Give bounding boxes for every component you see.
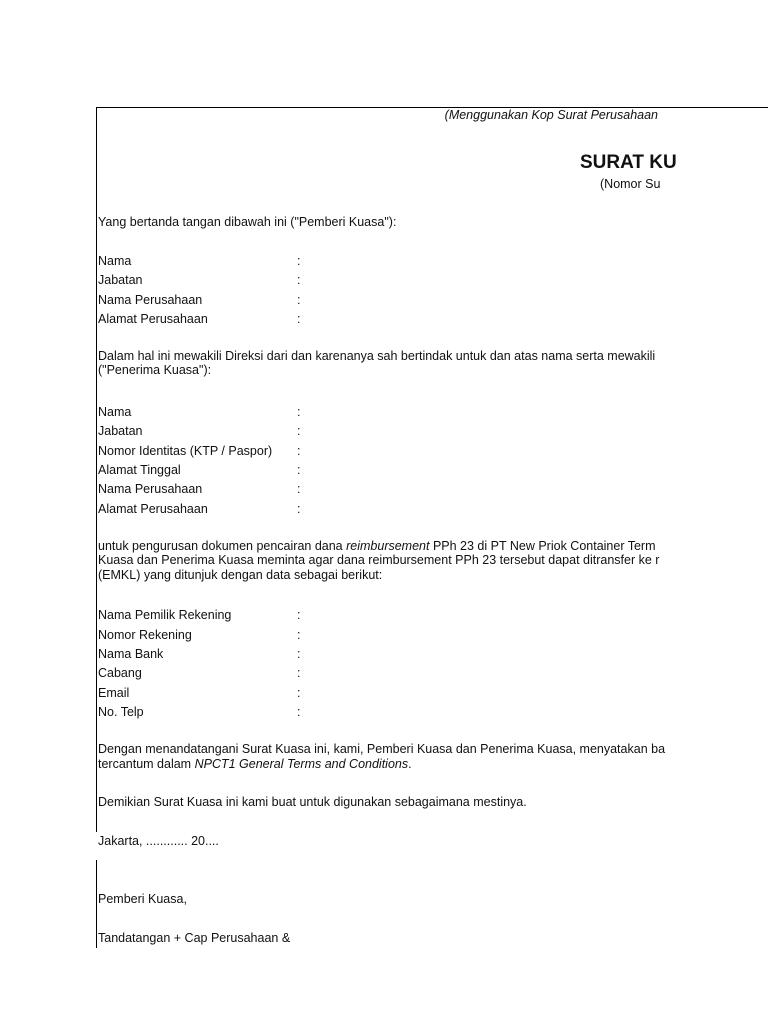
pemberi-field-label: Nama Perusahaan (98, 293, 203, 307)
field-colon: : (297, 686, 301, 700)
field-colon: : (297, 502, 301, 516)
field-colon: : (297, 647, 301, 661)
rekening-field-label: No. Telp (98, 705, 144, 719)
penutup-text: Demikian Surat Kuasa ini kami buat untuk digunakan sebagaimana mestinya. (98, 795, 527, 809)
penerima-field-label: Alamat Tinggal (98, 463, 181, 477)
document-number: (Nomor Su (600, 177, 661, 191)
kop-surat-note: (Menggunakan Kop Surat Perusahaan (444, 108, 658, 122)
frame-left-border (96, 107, 97, 832)
field-colon: : (297, 705, 301, 719)
field-colon: : (297, 628, 301, 642)
rekening-field-label: Cabang (98, 666, 142, 680)
rekening-field-label: Nomor Rekening (98, 628, 192, 642)
penerima-field-label: Nomor Identitas (KTP / Paspor) (98, 444, 273, 458)
pernyataan-line-2: tercantum dalam NPCT1 General Terms and Conditions. (98, 757, 412, 771)
field-colon: : (297, 254, 301, 268)
pengurusan-line-2: Kuasa dan Penerima Kuasa meminta agar dana reimbursement PPh 23 tersebut dapat ditransfer ke r (98, 553, 660, 567)
rekening-field-label: Nama Bank (98, 647, 164, 661)
pemberi-field-label: Jabatan (98, 273, 143, 287)
frame-top-border (96, 107, 768, 108)
intro-text: Yang bertanda tangan dibawah ini ("Pemberi Kuasa"): (98, 215, 397, 229)
pemberi-field-label: Alamat Perusahaan (98, 312, 208, 326)
place-date: Jakarta, ............ 20.... (98, 834, 219, 848)
field-colon: : (297, 463, 301, 477)
signature-stamp-label: Tandatangan + Cap Perusahaan & (98, 931, 291, 945)
document-title: SURAT KU (580, 152, 677, 173)
rekening-field-label: Nama Pemilik Rekening (98, 608, 232, 622)
penerima-field-label: Nama Perusahaan (98, 482, 203, 496)
penerima-field-label: Jabatan (98, 424, 143, 438)
field-colon: : (297, 482, 301, 496)
field-colon: : (297, 273, 301, 287)
pengurusan-line-3: (EMKL) yang ditunjuk dengan data sebagai berikut: (98, 568, 383, 582)
pemberi-field-label: Nama (98, 254, 132, 268)
frame-left-border-lower (96, 860, 97, 948)
pengurusan-line-1: untuk pengurusan dokumen pencairan dana reimbursement PPh 23 di PT New Priok Container Term (98, 539, 656, 553)
penerima-field-label: Nama (98, 405, 132, 419)
field-colon: : (297, 312, 301, 326)
field-colon: : (297, 444, 301, 458)
pemberi-kuasa-label: Pemberi Kuasa, (98, 892, 187, 906)
mewakili-line-2: ("Penerima Kuasa"): (98, 363, 212, 377)
field-colon: : (297, 608, 301, 622)
field-colon: : (297, 293, 301, 307)
field-colon: : (297, 666, 301, 680)
rekening-field-label: Email (98, 686, 130, 700)
pernyataan-line-1: Dengan menandatangani Surat Kuasa ini, kami, Pemberi Kuasa dan Penerima Kuasa, menyatakan ba (98, 742, 666, 756)
field-colon: : (297, 424, 301, 438)
penerima-field-label: Alamat Perusahaan (98, 502, 208, 516)
field-colon: : (297, 405, 301, 419)
mewakili-line-1: Dalam hal ini mewakili Direksi dari dan karenanya sah bertindak untuk dan atas nama serta mewakili (98, 349, 656, 363)
